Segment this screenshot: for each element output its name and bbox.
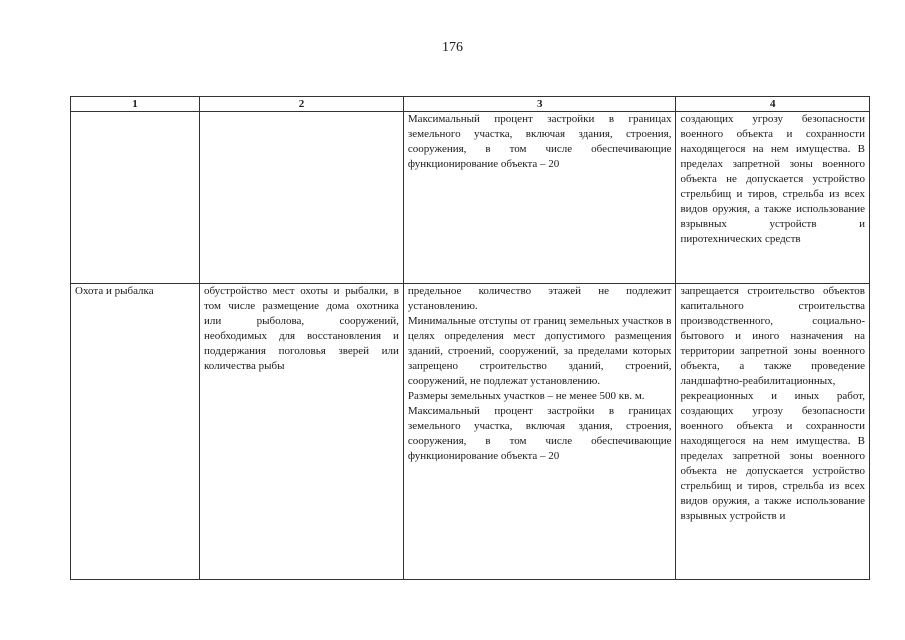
parameter-paragraph: Минимальные отступы от границ земельных участков в целях определения мест допустимого размещения зданий, строений, сооружений, за пределами которых запрещено строительство зданий, строений, сооружений, не подлежат установлению. bbox=[407, 315, 672, 387]
table-cell-use-name bbox=[71, 112, 200, 284]
column-header: 1 bbox=[71, 97, 200, 112]
table-row bbox=[71, 284, 870, 580]
column-header: 3 bbox=[403, 97, 676, 112]
table-cell-use-description bbox=[200, 112, 404, 284]
table-cell-restrictions: создающих угрозу безопасности военного объекта и сохранности находящегося на нем имущества. В пределах запретной зоны военного объекта не допускается устройство стрельбищ и тиров, стрельба из всех видов оружия, а также использование взрывных устройств и пиротехнических средств bbox=[676, 112, 870, 284]
table-cell-use-name: Охота и рыбалка bbox=[71, 284, 200, 580]
table-row bbox=[71, 112, 870, 284]
table-header-row bbox=[71, 97, 870, 112]
table-cell-restrictions: запрещается строительство объектов капитального строительства производственного, социально-бытового и иного назначения на территории запретной зоны военного объекта, а также проведение ландшафтно-реабилитационных, рекреационных и иных работ, создающих угрозу безопасности военного объекта и сохранности находящегося на нем имущества. В пределах запретной зоны военного объекта не допускается устройство стрельбищ и тиров, стрельба из всех видов оружия, а также использование взрывных устройств и bbox=[676, 284, 870, 580]
column-header: 2 bbox=[200, 97, 404, 112]
parameter-paragraph: Максимальный процент застройки в границах земельного участка, включая здания, строения, сооружения, в том числе обеспечивающие функционирование объекта – 20 bbox=[407, 405, 672, 462]
parameter-paragraph: Размеры земельных участков – не менее 500 кв. м. bbox=[407, 390, 645, 402]
page-number: 176 bbox=[442, 40, 463, 55]
table-cell-use-description: обустройство мест охоты и рыбалки, в том числе размещение дома охотника или рыболова, сооружений, необходимых для восстановления и поддержания поголовья зверей или количества рыбы bbox=[200, 284, 404, 580]
document-table bbox=[70, 96, 870, 580]
parameter-paragraph: предельное количество этажей не подлежит установлению. bbox=[407, 285, 672, 312]
table-cell-parameters bbox=[403, 284, 676, 580]
parameter-paragraph: Максимальный процент застройки в границах земельного участка, включая здания, строения, сооружения, в том числе обеспечивающие функционирование объекта – 20 bbox=[407, 113, 672, 170]
table-cell-parameters bbox=[403, 112, 676, 284]
column-header: 4 bbox=[676, 97, 870, 112]
